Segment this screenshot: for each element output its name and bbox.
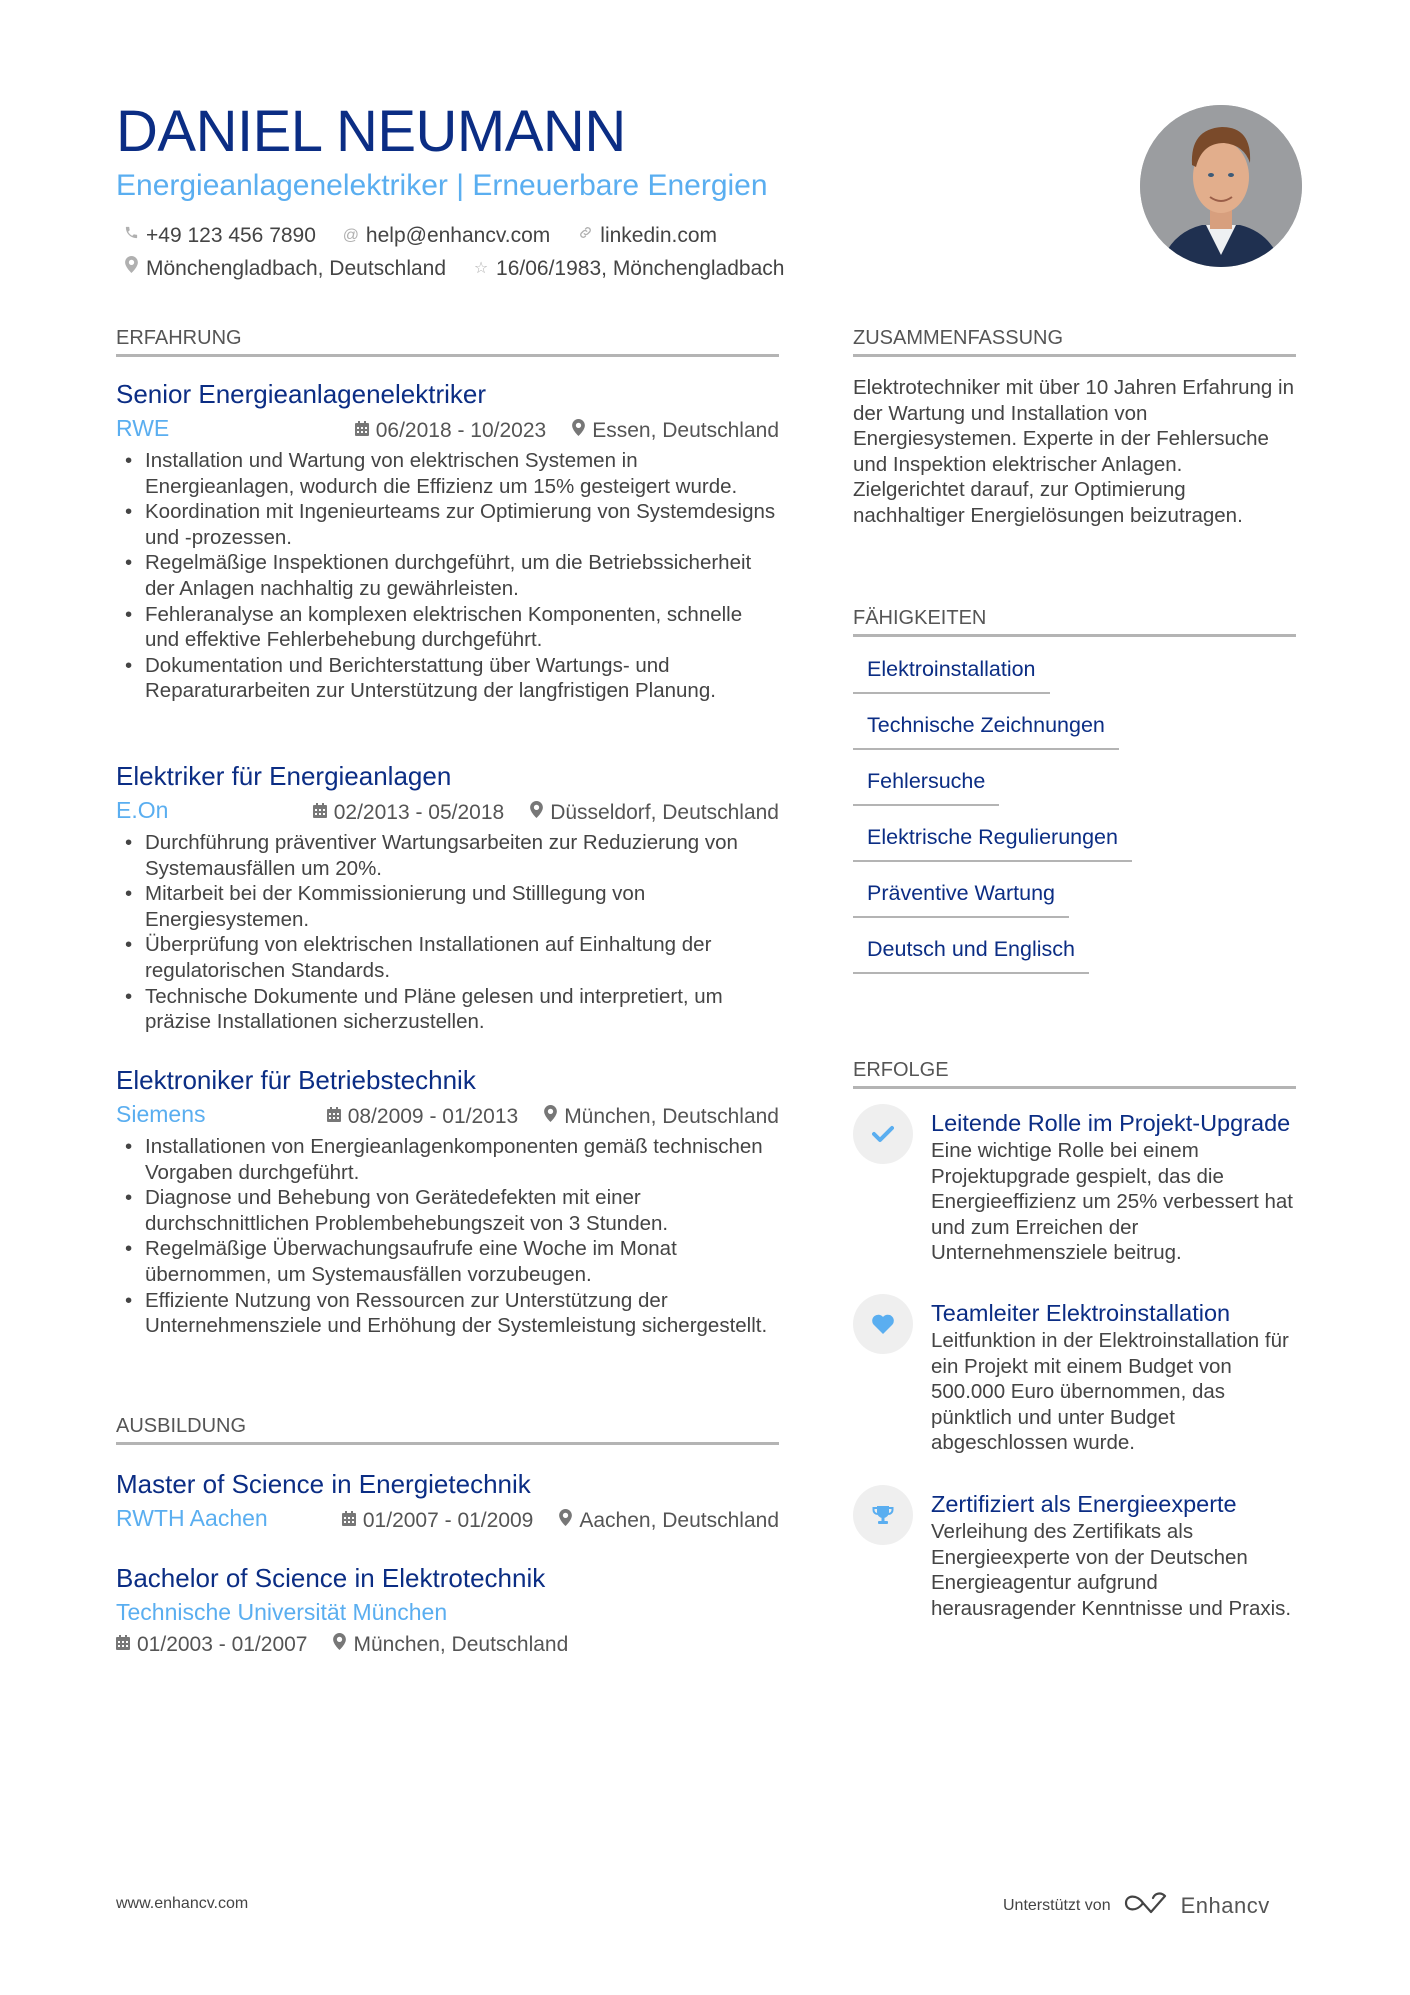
calendar-icon <box>116 1630 130 1660</box>
email-link[interactable]: help@enhancv.com <box>365 224 551 247</box>
education-entry <box>116 1562 779 1660</box>
bullet-item: • Diagnose und Behebung von Gerätedefekten mit einer durchschnittlichen Problembehebungszeit von 3 Stunden. <box>116 1185 779 1236</box>
achievement-item <box>853 1489 1296 1621</box>
job-location: Essen, Deutschland <box>592 419 779 442</box>
contact-row-1 <box>122 222 717 250</box>
school-name: Technische Universität München <box>116 1599 448 1625</box>
achievement-item <box>853 1108 1296 1266</box>
bullet-item: • Technische Dokumente und Pläne gelesen und interpretiert, um präzise Installationen sicherzustellen. <box>116 984 779 1035</box>
job-title: Elektroniker für Betriebstechnik <box>116 1065 476 1095</box>
job-bullets <box>116 448 779 704</box>
skills-section <box>853 606 1296 974</box>
achievement-title: Teamleiter Elektroinstallation <box>931 1300 1231 1326</box>
bullet-item: • Installation und Wartung von elektrischen Systemen in Energieanlagen, wodurch die Effizienz um 15% gesteigert wurde. <box>116 448 779 499</box>
job-meta <box>116 1099 779 1132</box>
at-icon: @ <box>342 227 360 244</box>
education-dates: 01/2007 - 01/2009 <box>362 1509 534 1532</box>
achievement-description: Eine wichtige Rolle bei einem Projektupgrade gespielt, das die Energieeffizienz um 25% verbessert hat und zum Erreichen der Unternehmensziele beitrug. <box>931 1139 1293 1265</box>
phone-icon <box>122 222 140 250</box>
bullet-item: • Dokumentation und Berichterstattung über Wartungs- und Reparaturarbeiten zur Unterstützung der langfristigen Planung. <box>116 653 779 704</box>
checkmark-icon <box>853 1104 913 1164</box>
education-meta <box>116 1503 779 1536</box>
bullet-item: • Koordination mit Ingenieurteams zur Optimierung von Systemdesigns und -prozessen. <box>116 499 779 550</box>
job-bullets <box>116 1134 779 1339</box>
company-name: E.On <box>116 797 169 823</box>
degree-title: Bachelor of Science in Elektrotechnik <box>116 1563 546 1593</box>
contact-phone <box>122 222 316 250</box>
education-meta <box>116 1630 779 1660</box>
school-name: RWTH Aachen <box>116 1505 268 1531</box>
brand-name: Enhancv <box>1180 1892 1270 1918</box>
job-dates: 06/2018 - 10/2023 <box>375 419 547 442</box>
location-text: Mönchengladbach, Deutschland <box>146 257 447 280</box>
footer-website-link[interactable]: www.enhancv.com <box>116 1895 249 1912</box>
section-heading-skills: FÄHIGKEITEN <box>853 606 1296 637</box>
skill-tag: Präventive Wartung <box>853 879 1069 918</box>
degree-title: Master of Science in Energietechnik <box>116 1469 531 1499</box>
star-icon: ☆ <box>473 260 489 277</box>
achievement-title: Leitende Rolle im Projekt-Upgrade <box>931 1110 1291 1136</box>
education-location: München, Deutschland <box>353 1633 569 1656</box>
contact-row-2 <box>122 255 784 283</box>
candidate-name: DANIEL NEUMANN <box>116 99 626 164</box>
bullet-item: • Regelmäßige Überwachungsaufrufe eine Woche im Monat übernommen, um Systemausfällen vorzubeugen. <box>116 1236 779 1287</box>
achievement-title: Zertifiziert als Energieexperte <box>931 1491 1237 1517</box>
section-heading-experience: ERFAHRUNG <box>116 326 779 357</box>
map-pin-icon <box>122 255 140 283</box>
map-pin-icon <box>333 1630 346 1660</box>
skills-list <box>853 655 1296 974</box>
company-name: Siemens <box>116 1101 206 1127</box>
job-meta <box>116 413 779 446</box>
phone-text[interactable]: +49 123 456 7890 <box>146 224 316 247</box>
job-meta <box>116 795 779 828</box>
summary-text: Elektrotechniker mit über 10 Jahren Erfahrung in der Wartung und Installation von Energiesystemen. Experte in der Fehlersuche und Inspektion elektrischer Anlagen. Zielgerichtet darauf, zur Optimierung nachhaltiger Energielösungen beizutragen. <box>853 376 1294 527</box>
heart-icon <box>853 1294 913 1354</box>
skill-tag: Deutsch und Englisch <box>853 935 1089 974</box>
company-name: RWE <box>116 415 170 441</box>
skill-tag: Elektrische Regulierungen <box>853 823 1132 862</box>
birth-text: 16/06/1983, Mönchengladbach <box>496 257 785 280</box>
job-title: Elektriker für Energieanlagen <box>116 761 452 791</box>
job-entry <box>116 1064 779 1339</box>
skill-tag: Elektroinstallation <box>853 655 1050 694</box>
bullet-item: • Effiziente Nutzung von Ressourcen zur Unterstützung der Unternehmensziele und Erhöhung der Systemleistung sichergestellt. <box>116 1288 779 1339</box>
section-heading-education: AUSBILDUNG <box>116 1414 779 1445</box>
bullet-item: • Fehleranalyse an komplexen elektrischen Komponenten, schnelle und effektive Fehlerbehebung durchgeführt. <box>116 602 779 653</box>
map-pin-icon <box>530 798 543 828</box>
map-pin-icon <box>559 1506 572 1536</box>
achievement-description: Verleihung des Zertifikats als Energieexperte von der Deutschen Energieagentur aufgrund herausragender Kenntnisse und Praxis. <box>931 1520 1292 1620</box>
education-dates: 01/2003 - 01/2007 <box>137 1633 308 1656</box>
job-bullets <box>116 830 779 1035</box>
job-location: München, Deutschland <box>564 1105 779 1128</box>
profile-photo <box>1140 105 1302 267</box>
achievements-section <box>853 1058 1296 1089</box>
bullet-item: • Installationen von Energieanlagenkomponenten gemäß technischen Vorgaben durchgeführt. <box>116 1134 779 1185</box>
map-pin-icon <box>572 416 585 446</box>
job-dates: 08/2009 - 01/2013 <box>347 1105 519 1128</box>
summary-section <box>853 326 1296 529</box>
education-location: Aachen, Deutschland <box>579 1509 779 1532</box>
section-heading-summary: ZUSAMMENFASSUNG <box>853 326 1296 357</box>
education-section <box>116 1414 779 1445</box>
map-pin-icon <box>544 1102 557 1132</box>
calendar-icon <box>313 798 327 828</box>
education-entry <box>116 1468 779 1536</box>
calendar-icon <box>327 1102 341 1132</box>
job-dates: 02/2013 - 05/2018 <box>333 801 505 824</box>
trophy-icon <box>853 1485 913 1545</box>
skill-tag: Technische Zeichnungen <box>853 711 1119 750</box>
footer-branding <box>1003 1890 1270 1921</box>
calendar-icon <box>342 1506 356 1536</box>
linkedin-link[interactable]: linkedin.com <box>600 224 718 247</box>
powered-by-text: Unterstützt von <box>1003 1896 1111 1914</box>
bullet-item: • Durchführung präventiver Wartungsarbeiten zur Reduzierung von Systemausfällen um 20%. <box>116 830 779 881</box>
candidate-title: Energieanlagenelektriker | Erneuerbare Energien <box>116 169 768 202</box>
contact-location <box>122 255 446 283</box>
bullet-item: • Regelmäßige Inspektionen durchgeführt, um die Betriebssicherheit der Anlagen nachhaltig zu gewährleisten. <box>116 550 779 601</box>
job-entry <box>116 378 779 704</box>
contact-birth <box>472 255 784 283</box>
achievement-description: Leitfunktion in der Elektroinstallation für ein Projekt mit einem Budget von 500.000 Euro übernommen, das pünktlich und unter Budget abgeschlossen wurde. <box>931 1329 1289 1455</box>
calendar-icon <box>355 416 369 446</box>
section-heading-achievements: ERFOLGE <box>853 1058 1296 1089</box>
job-title: Senior Energieanlagenelektriker <box>116 379 487 409</box>
link-icon <box>576 222 594 250</box>
job-entry <box>116 760 779 1035</box>
contact-email <box>342 222 550 250</box>
bullet-item: • Überprüfung von elektrischen Installationen auf Einhaltung der regulatorischen Standards. <box>116 932 779 983</box>
skill-tag: Fehlersuche <box>853 767 999 806</box>
bullet-item: • Mitarbeit bei der Kommissionierung und Stilllegung von Energiesystemen. <box>116 881 779 932</box>
experience-section <box>116 326 779 357</box>
achievement-item <box>853 1298 1296 1456</box>
contact-linkedin <box>576 222 717 250</box>
enhancv-logo-icon <box>1123 1890 1169 1921</box>
job-location: Düsseldorf, Deutschland <box>550 801 779 824</box>
